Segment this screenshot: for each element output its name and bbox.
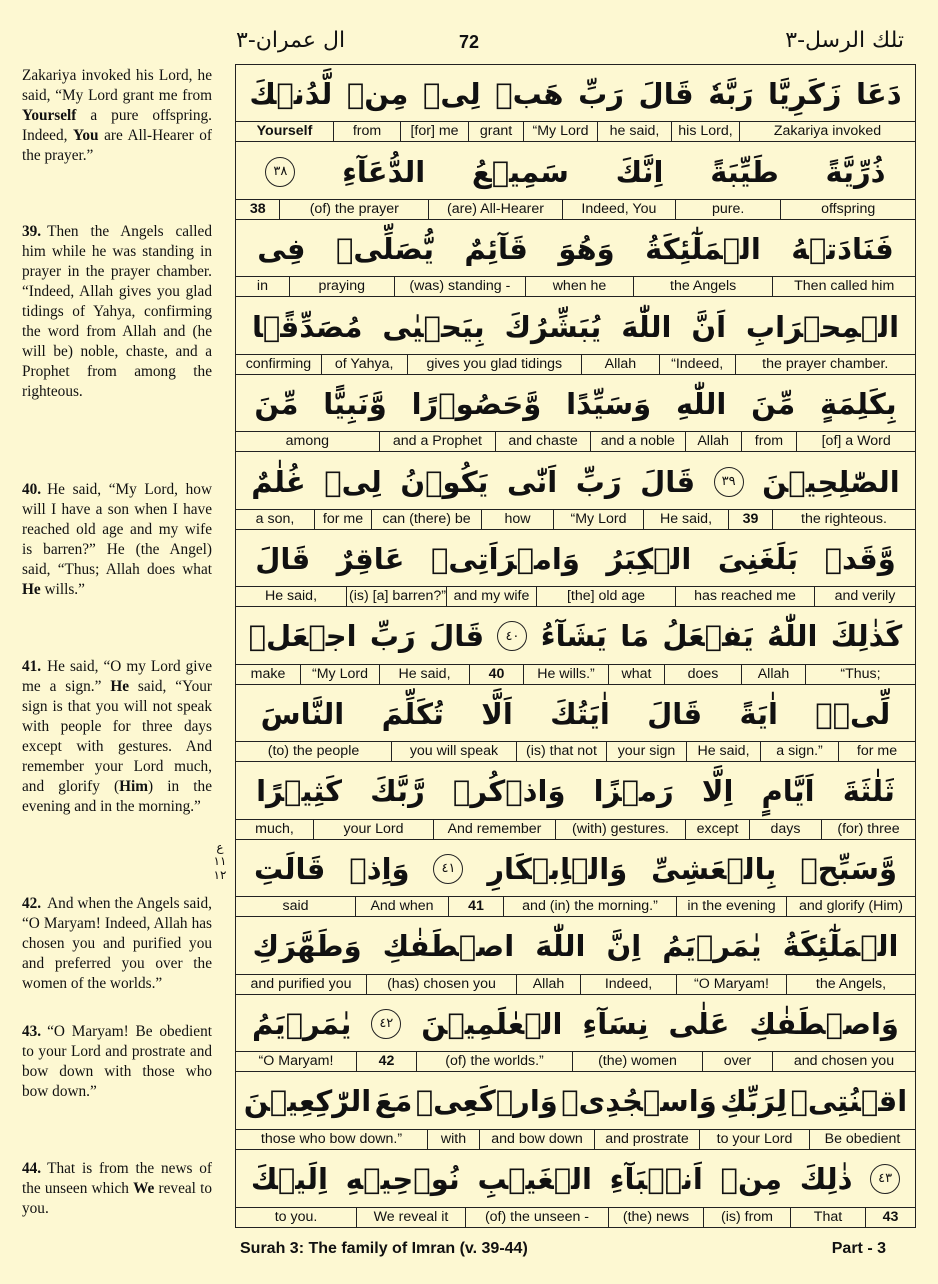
surah-name-arabic: ال عمران-٣: [236, 28, 346, 53]
arabic-word: اٰيَةً: [739, 696, 778, 731]
gloss-cell: in the evening: [676, 897, 786, 916]
grid-row: [236, 1150, 915, 1227]
arabic-word: طَيِّبَةً: [710, 154, 779, 189]
gloss-cell: And when: [355, 897, 448, 916]
gloss-cell: among: [285, 433, 330, 450]
grid-row: [236, 1072, 915, 1149]
arabic-word: وَاسۡجُدِیۡ: [561, 1084, 717, 1119]
arabic-word: الۡغَيۡبِ: [477, 1161, 592, 1196]
arabic-word: وَاذۡكُرۡ: [452, 774, 566, 809]
gloss-cell: “My Lord: [523, 122, 597, 141]
gloss-cell: his Lord,: [671, 122, 739, 141]
arabic-word: وَامۡرَاَتِیۡ: [430, 542, 580, 577]
arabic-word: مِّنَ: [254, 387, 299, 422]
english-gloss-line: [236, 354, 915, 374]
gloss-cell: “O Maryam!: [258, 1053, 334, 1070]
arabic-word: وَّسَبِّحۡ: [800, 851, 897, 886]
arabic-line: [236, 917, 915, 975]
arabic-word: رَّبَّكَ: [370, 774, 425, 809]
gloss-cell: Indeed, You: [562, 200, 675, 219]
gloss-cell: Allah: [581, 355, 659, 374]
arabic-line: [236, 762, 915, 820]
gloss-cell: the Angels,: [786, 975, 915, 994]
translation-verse: [22, 1159, 212, 1219]
gloss-cell: He wills.”: [523, 665, 608, 684]
gloss-cell: [the] old age: [536, 587, 675, 606]
arabic-word: بِيَحۡيٰى: [382, 309, 485, 344]
arabic-word: مُصَدِّقًۢا: [251, 309, 363, 344]
arabic-word: مِنۡ: [720, 1161, 783, 1196]
arabic-word: لِیۡ: [422, 77, 481, 112]
gloss-cell: except: [685, 820, 749, 839]
gloss-cell: (to) the people: [267, 743, 360, 760]
translation-text: He said, “My Lord, how will I have a son when I have reached old age and my wife is barren?” He (the Angel) said, “Thus; Allah does what He wills.”: [22, 481, 212, 598]
gloss-cell: 39: [728, 510, 772, 529]
arabic-word: يَكُوۡنُ: [400, 464, 489, 499]
arabic-word: يُبَشِّرُكَ: [504, 309, 602, 344]
verse-number: 44.: [22, 1160, 42, 1177]
arabic-word: بِالۡعَشِیِّ: [651, 851, 777, 886]
english-gloss-line: [236, 1129, 915, 1149]
arabic-word: رَبِّ: [578, 77, 624, 112]
arabic-word: مِّنَ: [751, 387, 796, 422]
gloss-cell: That: [790, 1208, 865, 1227]
grid-row: [236, 375, 915, 452]
gloss-cell: “My Lord: [553, 510, 643, 529]
gloss-cell: (was) standing -: [394, 277, 526, 296]
gloss-cell: when he: [525, 277, 633, 296]
arabic-word: نُوۡحِيۡهِ: [345, 1161, 460, 1196]
gloss-cell: (for) three: [821, 820, 915, 839]
translation-verse: [22, 66, 212, 166]
arabic-word: الۡمَلٰٓئِكَةُ: [645, 232, 761, 267]
translation-verse: [22, 1022, 212, 1102]
gloss-cell: (of) the unseen -: [465, 1208, 608, 1227]
gloss-cell: and chaste: [495, 432, 590, 451]
grid-row: [236, 762, 915, 839]
ruku-marker: ع ١١ ١٢: [213, 840, 227, 882]
arabic-word: اللّٰهُ: [767, 619, 818, 654]
arabic-line: [236, 452, 915, 510]
arabic-word: لَّدُنۡكَ: [249, 77, 333, 112]
gloss-cell: He said,: [379, 665, 469, 684]
english-gloss-line: [236, 276, 915, 296]
arabic-word: وَّحَصُوۡرًا: [411, 387, 542, 422]
gloss-cell: those who bow down.”: [260, 1130, 403, 1147]
gloss-cell: has reached me: [675, 587, 814, 606]
footer-part: Part - 3: [831, 1240, 886, 1257]
arabic-word: نِسَآءِ: [582, 1006, 649, 1041]
gloss-cell: in: [256, 278, 268, 295]
gloss-cell: Allah: [685, 432, 741, 451]
english-gloss-line: [236, 741, 915, 761]
arabic-line: [236, 220, 915, 278]
english-gloss-line: [236, 199, 915, 219]
english-gloss-line: [236, 1051, 915, 1071]
translation-verse: [22, 480, 212, 600]
arabic-word: اَنَّ: [691, 309, 727, 344]
verse-end-marker: ٤١: [433, 854, 463, 884]
arabic-word: قَالَ: [255, 542, 311, 577]
gloss-cell: (of) the prayer: [279, 200, 428, 219]
translation-verse: [22, 222, 212, 402]
arabic-word: قَآئِمٌ: [464, 232, 528, 267]
arabic-word: اللّٰهَ: [535, 929, 586, 964]
gloss-cell: praying: [289, 277, 394, 296]
arabic-word: لِیۡ: [324, 464, 382, 499]
arabic-line: [236, 607, 915, 665]
translation-text: And when the Angels said, “O Maryam! Indeed, Allah has chosen you and purified you and preferred you over the women of the worlds.”: [22, 895, 212, 992]
footer-surah-title: Surah 3: The family of Imran (v. 39-44): [240, 1240, 528, 1257]
arabic-word: دَعَا: [856, 77, 902, 112]
arabic-word: ذٰلِكَ: [799, 1161, 853, 1196]
gloss-cell: We reveal it: [356, 1208, 465, 1227]
verse-end-marker: ٤٠: [497, 621, 527, 651]
verse-end-marker: ٣٩: [714, 467, 744, 497]
verse-number: 41.: [22, 658, 42, 675]
juz-name-arabic: تلك الرسل-٣: [785, 28, 904, 53]
gloss-cell: over: [702, 1052, 772, 1071]
verse-number: 42.: [22, 895, 42, 912]
arabic-word: اِلَّا: [701, 774, 734, 809]
translation-verse: [22, 657, 212, 817]
gloss-cell: “Thus;: [805, 665, 915, 684]
translation-text: “O Maryam! Be obedient to your Lord and prostrate and bow down with those who bow down.”: [22, 1023, 212, 1100]
gloss-cell: from: [741, 432, 797, 451]
arabic-word: اِنَّ: [606, 929, 642, 964]
arabic-word: اَيَّامٍ: [761, 774, 815, 809]
arabic-word: الۡمَلٰٓئِكَةُ: [782, 929, 899, 964]
arabic-word: قَالَ: [647, 696, 703, 731]
gloss-cell: with: [427, 1130, 479, 1149]
translation-verse: [22, 894, 212, 994]
arabic-word: وَهُوَ: [558, 232, 615, 267]
arabic-line: [236, 142, 915, 200]
arabic-word: قَالَ: [429, 619, 485, 654]
grid-row: [236, 220, 915, 297]
gloss-cell: gives you glad tidings: [407, 355, 581, 374]
gloss-cell: said: [282, 898, 309, 915]
arabic-word: اجۡعَلۡ: [248, 619, 357, 654]
english-gloss-line: [236, 509, 915, 529]
arabic-line: [236, 297, 915, 355]
arabic-word: لِّیۡۤ: [815, 696, 891, 731]
arabic-word: يَفۡعَلُ: [662, 619, 754, 654]
gloss-cell: of Yahya,: [321, 355, 407, 374]
arabic-word: اٰيَتُكَ: [550, 696, 610, 731]
arabic-word: رَبِّ: [575, 464, 622, 499]
gloss-cell: He said,: [686, 742, 760, 761]
gloss-cell: (the) news: [608, 1208, 703, 1227]
arabic-word: مَا: [620, 619, 650, 654]
arabic-line: [236, 1150, 915, 1208]
gloss-cell: (is) [a] barren?”: [346, 587, 446, 606]
gloss-cell: your Lord: [313, 820, 433, 839]
arabic-word: يٰمَرۡيَمُ: [662, 929, 762, 964]
arabic-word: فَنَادَتۡهُ: [791, 232, 894, 267]
arabic-word: الدُّعَآءِ: [342, 154, 426, 189]
gloss-cell: and chosen you: [772, 1052, 915, 1071]
arabic-word: اِلَيۡكَ: [250, 1161, 328, 1196]
gloss-cell: [for] me: [400, 122, 468, 141]
gloss-cell: (of) the worlds.”: [416, 1052, 572, 1071]
arabic-word: اَنۡۢبَآءِ: [609, 1161, 703, 1196]
english-gloss-line: [236, 121, 915, 141]
gloss-cell: a sign.”: [760, 742, 838, 761]
arabic-word: اَلَّا: [481, 696, 513, 731]
gloss-cell: from: [333, 122, 400, 141]
arabic-word: ثَلٰثَةَ: [842, 774, 895, 809]
gloss-cell: and purified you: [250, 975, 352, 992]
gloss-cell: offspring: [780, 200, 915, 219]
gloss-cell: for me: [838, 742, 915, 761]
english-gloss-line: [236, 974, 915, 994]
arabic-word: رَبِّ: [369, 619, 416, 654]
gloss-cell: (with) gestures.: [555, 820, 685, 839]
translation-text: That is from the news of the unseen which We reveal to you.: [22, 1160, 212, 1217]
gloss-cell: for me: [314, 510, 371, 529]
gloss-cell: (is) that not: [516, 742, 606, 761]
arabic-word: اَنّٰی: [506, 464, 558, 499]
arabic-word: فِی: [257, 232, 306, 267]
arabic-word: غُلٰمٌ: [251, 464, 306, 499]
gloss-cell: does: [664, 665, 741, 684]
grid-row: [236, 917, 915, 994]
gloss-cell: can (there) be: [371, 510, 481, 529]
gloss-cell: to your Lord: [699, 1130, 809, 1149]
verse-end-marker: ٤٢: [371, 1009, 401, 1039]
gloss-cell: and my wife: [446, 587, 536, 606]
arabic-word: بَلَغَنِیَ: [717, 542, 799, 577]
arabic-word: وَسَيِّدًا: [566, 387, 652, 422]
arabic-line: [236, 1072, 915, 1130]
gloss-cell: “O Maryam!: [676, 975, 786, 994]
arabic-line: [236, 995, 915, 1053]
gloss-cell: how: [481, 510, 553, 529]
gloss-cell: he said,: [597, 122, 671, 141]
translation-text: Zakariya invoked his Lord, he said, “My Lord grant me from Yourself a pure offspring. Indeed, You are All-Hearer of the prayer.”: [22, 67, 212, 164]
word-by-word-grid: [235, 64, 916, 1228]
arabic-word: ذُرِّيَّةً: [825, 154, 886, 189]
arabic-word: اقۡنُتِیۡ: [790, 1084, 908, 1119]
arabic-word: وَّنَبِيًّا: [323, 387, 387, 422]
grid-row: [236, 995, 915, 1072]
arabic-word: لِرَبِّكِ: [720, 1084, 788, 1119]
english-gloss-line: [236, 1207, 915, 1227]
gloss-cell: He said,: [643, 510, 728, 529]
gloss-cell: to you.: [274, 1208, 318, 1225]
gloss-cell: (are) All-Hearer: [428, 200, 562, 219]
gloss-cell: 43: [865, 1208, 915, 1227]
gloss-cell: grant: [468, 122, 523, 141]
gloss-cell: (has) chosen you: [366, 975, 516, 994]
arabic-word: قَالَ: [640, 464, 696, 499]
grid-row: [236, 530, 915, 607]
verse-end-marker: ٤٣: [870, 1164, 900, 1194]
verse-number: 43.: [22, 1023, 42, 1040]
english-gloss-line: [236, 819, 915, 839]
gloss-cell: the righteous.: [772, 510, 915, 529]
arabic-word: يَشَآءُ: [540, 619, 607, 654]
gloss-cell: Yourself: [256, 123, 313, 140]
gloss-cell: “Indeed,: [659, 355, 735, 374]
arabic-word: مَعَ: [374, 1084, 413, 1119]
gloss-cell: And remember: [433, 820, 555, 839]
gloss-cell: Then called him: [772, 277, 915, 296]
grid-row: [236, 142, 915, 219]
arabic-word: سَمِيۡعُ: [471, 154, 569, 189]
gloss-cell: (the) women: [572, 1052, 702, 1071]
arabic-line: [236, 840, 915, 898]
translation-text: Then the Angels called him while he was standing in prayer in the prayer chamber. “Indeed, Allah gives you glad tidings of Yahya, confirming the word from Allah and (he will be) noble, chaste, and a Prophet from among the righteous.: [22, 223, 212, 400]
arabic-word: مِنۡ: [346, 77, 409, 112]
gloss-cell: and glorify (Him): [786, 897, 915, 916]
page-number: 72: [458, 32, 480, 52]
grid-row: [236, 452, 915, 529]
grid-row: [236, 685, 915, 762]
gloss-cell: what: [608, 665, 664, 684]
arabic-word: الرّٰكِعِيۡنَ: [243, 1084, 372, 1119]
grid-row: [236, 297, 915, 374]
gloss-cell: much,: [255, 820, 294, 837]
arabic-word: الصّٰلِحِيۡنَ: [762, 464, 900, 499]
arabic-word: قَالَتِ: [253, 851, 326, 886]
gloss-cell: and a noble: [590, 432, 685, 451]
gloss-cell: 41: [448, 897, 503, 916]
arabic-word: قَالَ: [638, 77, 694, 112]
gloss-cell: 38: [249, 200, 266, 217]
arabic-word: تُكَلِّمَ: [381, 696, 444, 731]
arabic-word: اللّٰهِ: [676, 387, 727, 422]
arabic-line: [236, 375, 915, 433]
english-gloss-line: [236, 664, 915, 684]
arabic-word: عَلٰی: [668, 1006, 730, 1041]
arabic-word: وَاصۡطَفٰكِ: [749, 1006, 899, 1041]
gloss-cell: “My Lord: [300, 665, 379, 684]
arabic-word: الۡكِبَرُ: [606, 542, 692, 577]
grid-row: [236, 607, 915, 684]
gloss-cell: make: [250, 665, 286, 682]
gloss-cell: the prayer chamber.: [735, 355, 915, 374]
arabic-word: عَاقِرٌ: [336, 542, 405, 577]
verse-number: 40.: [22, 481, 42, 498]
gloss-cell: and bow down: [479, 1130, 594, 1149]
gloss-cell: Indeed,: [580, 975, 676, 994]
gloss-cell: Allah: [516, 975, 580, 994]
grid-row: [236, 840, 915, 917]
arabic-word: وَاِذۡ: [349, 851, 410, 886]
arabic-line: [236, 685, 915, 743]
english-gloss-line: [236, 896, 915, 916]
arabic-word: يُّصَلِّیۡ: [335, 232, 434, 267]
arabic-word: وَطَهَّرَكِ: [252, 929, 362, 964]
gloss-cell: and prostrate: [594, 1130, 699, 1149]
gloss-cell: and (in) the morning.”: [503, 897, 676, 916]
arabic-word: اصۡطَفٰكِ: [382, 929, 515, 964]
gloss-cell: your sign: [606, 742, 686, 761]
arabic-line: [236, 530, 915, 588]
arabic-word: اِنَّكَ: [615, 154, 664, 189]
gloss-cell: confirming: [245, 355, 312, 372]
arabic-word: الۡمِحۡرَابِ: [745, 309, 900, 344]
gloss-cell: Zakariya invoked: [739, 122, 915, 141]
gloss-cell: (is) from: [703, 1208, 790, 1227]
gloss-cell: and a Prophet: [379, 432, 496, 451]
arabic-word: وَالۡاِبۡكَارِ: [487, 851, 628, 886]
arabic-word: زَكَرِيَّا: [768, 77, 842, 112]
arabic-word: يٰمَرۡيَمُ: [251, 1006, 352, 1041]
arabic-word: هَبۡ: [495, 77, 564, 112]
arabic-word: وَّقَدۡ: [824, 542, 896, 577]
grid-row: [236, 65, 915, 142]
arabic-word: الۡعٰلَمِيۡنَ: [421, 1006, 563, 1041]
arabic-word: رَبَّهٗ: [708, 77, 754, 112]
arabic-line: [236, 65, 915, 123]
gloss-cell: 40: [469, 665, 523, 684]
english-gloss-line: [236, 431, 915, 451]
arabic-word: كَذٰلِكَ: [830, 619, 903, 654]
arabic-word: وَارۡكَعِیۡ: [415, 1084, 558, 1119]
arabic-word: رَمۡزًا: [593, 774, 674, 809]
gloss-cell: and verily: [814, 587, 915, 606]
gloss-cell: 42: [356, 1052, 416, 1071]
gloss-cell: pure.: [675, 200, 780, 219]
verse-end-marker: ٣٨: [265, 157, 295, 187]
translation-text: He said, “O my Lord give me a sign.” He said, “Your sign is that you will not speak with people for three days except with gestures. And remember your Lord much, and glorify (Him) in the evening and in the morning.”: [22, 658, 212, 815]
gloss-cell: a son,: [255, 510, 295, 527]
verse-number: 39.: [22, 223, 42, 240]
arabic-word: بِكَلِمَةٍ: [819, 387, 897, 422]
arabic-word: النَّاسَ: [260, 696, 345, 731]
gloss-cell: [of] a Word: [796, 432, 915, 451]
gloss-cell: days: [749, 820, 821, 839]
gloss-cell: you will speak: [391, 742, 516, 761]
gloss-cell: the Angels: [633, 277, 773, 296]
gloss-cell: Be obedient: [809, 1130, 915, 1149]
arabic-word: اللّٰهَ: [621, 309, 672, 344]
gloss-cell: He said,: [264, 588, 318, 605]
gloss-cell: Allah: [741, 665, 805, 684]
arabic-word: كَثِيۡرًا: [256, 774, 343, 809]
english-gloss-line: [236, 586, 915, 606]
